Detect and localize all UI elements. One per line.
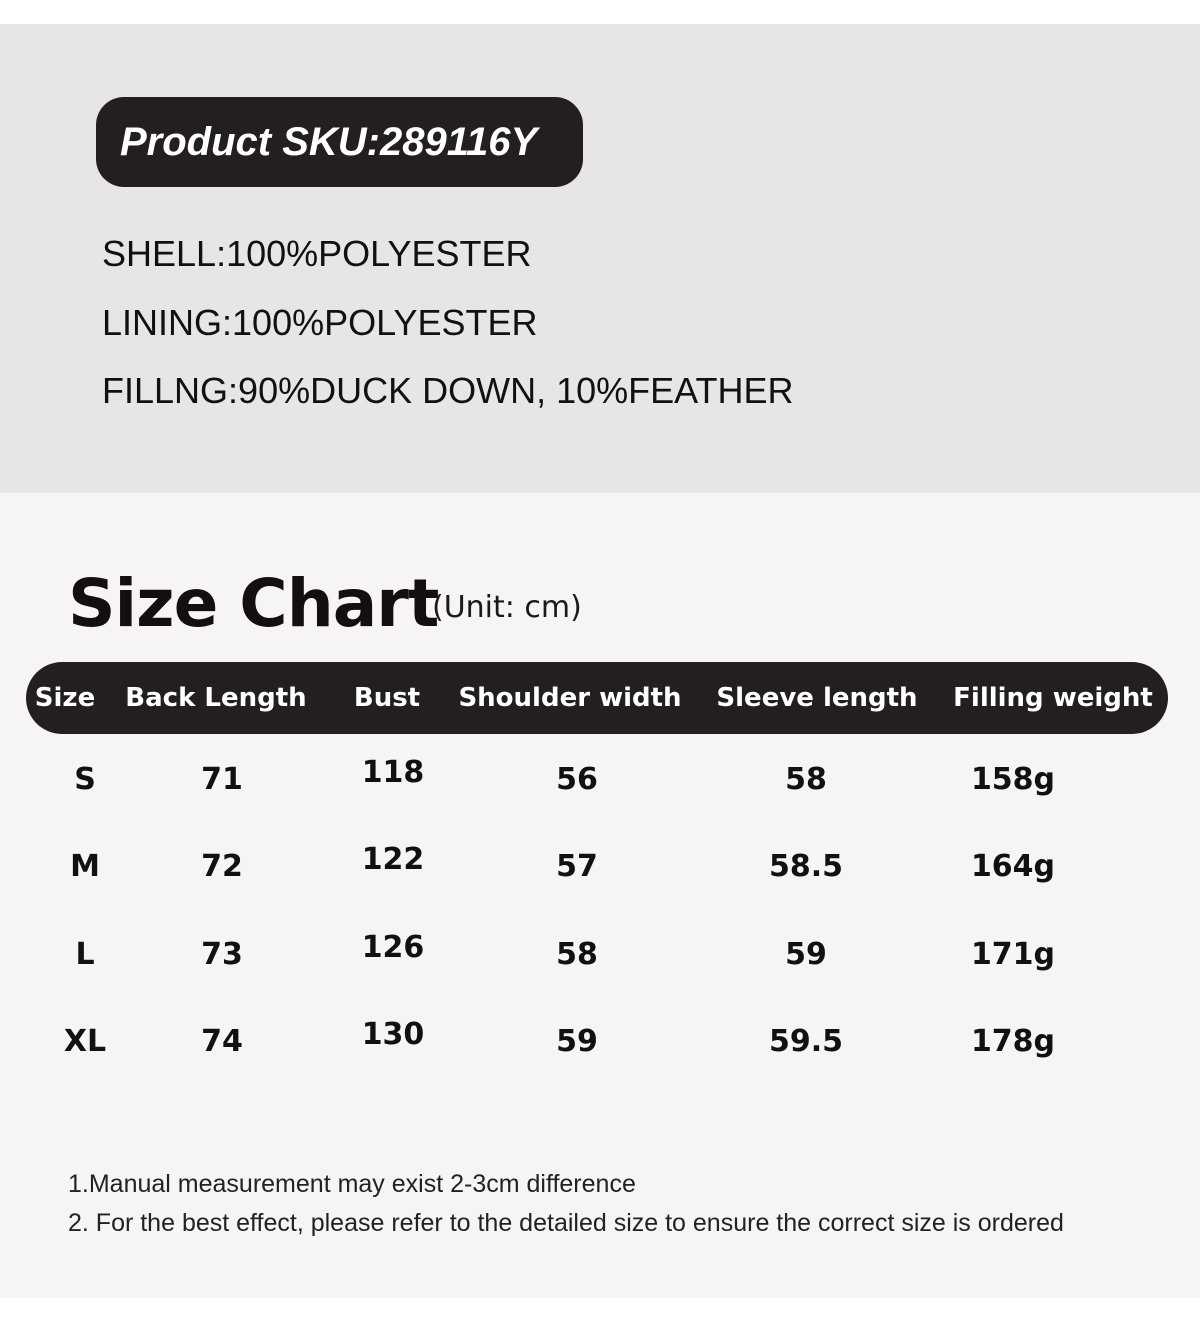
- table-cell-shoulder-width: 57: [556, 849, 598, 884]
- header-filling-weight: Filling weight: [953, 683, 1153, 713]
- table-cell-back-length: 72: [201, 849, 243, 884]
- material-label: SHELL:: [102, 233, 227, 274]
- product-sku-badge: Product SKU:289116Y: [96, 97, 583, 187]
- table-cell-filling-weight: 171g: [970, 937, 1056, 972]
- table-cell-size: S: [74, 762, 96, 797]
- table-cell-filling-weight: 178g: [970, 1024, 1056, 1059]
- size-chart-title: Size Chart: [68, 565, 439, 642]
- table-cell-bust: 122: [361, 842, 425, 877]
- table-cell-sleeve-length: 59: [785, 937, 827, 972]
- table-cell-filling-weight: 158g: [970, 762, 1056, 797]
- table-cell-bust: 130: [361, 1017, 425, 1052]
- table-cell-size: XL: [63, 1024, 107, 1059]
- material-value: 100%POLYESTER: [226, 233, 532, 274]
- table-cell-sleeve-length: 59.5: [768, 1024, 844, 1059]
- material-value: 100%POLYESTER: [232, 302, 538, 343]
- note-measurement: 1.Manual measurement may exist 2-3cm difference: [68, 1170, 636, 1198]
- material-label: FILLNG:: [102, 370, 239, 411]
- header-shoulder-width: Shoulder width: [458, 683, 682, 713]
- table-cell-shoulder-width: 58: [556, 937, 598, 972]
- table-cell-sleeve-length: 58.5: [768, 849, 844, 884]
- table-cell-size: M: [70, 849, 100, 884]
- note-size-advice: 2. For the best effect, please refer to the detailed size to ensure the correct size is ordered: [68, 1209, 1064, 1237]
- table-cell-bust: 126: [361, 930, 425, 965]
- material-filling: [102, 371, 793, 411]
- material-shell: [102, 234, 532, 274]
- table-cell-shoulder-width: 56: [556, 762, 598, 797]
- header-size: Size: [34, 683, 96, 713]
- table-cell-back-length: 73: [201, 937, 243, 972]
- size-chart-unit: (Unit: cm): [432, 590, 582, 625]
- table-cell-back-length: 71: [201, 762, 243, 797]
- table-cell-shoulder-width: 59: [556, 1024, 598, 1059]
- material-lining: [102, 303, 538, 343]
- table-cell-bust: 118: [361, 755, 425, 790]
- material-value: 90%DUCK DOWN, 10%FEATHER: [238, 370, 794, 411]
- header-bust: Bust: [353, 683, 421, 713]
- table-cell-size: L: [75, 937, 95, 972]
- table-cell-back-length: 74: [201, 1024, 243, 1059]
- table-cell-sleeve-length: 58: [785, 762, 827, 797]
- table-cell-filling-weight: 164g: [970, 849, 1056, 884]
- header-back-length: Back Length: [125, 683, 307, 713]
- header-sleeve-length: Sleeve length: [716, 683, 918, 713]
- material-label: LINING:: [102, 302, 233, 343]
